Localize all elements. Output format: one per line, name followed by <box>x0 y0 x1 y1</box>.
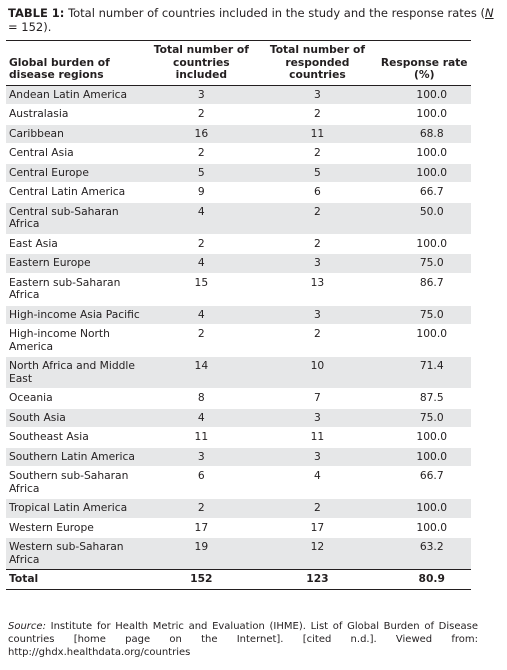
table-row <box>6 357 471 389</box>
cell-responded: 12 <box>257 538 377 570</box>
table-row <box>6 538 471 570</box>
cell-rate: 63.2 <box>377 538 471 570</box>
cell-included: 5 <box>145 163 257 183</box>
cell-included: 4 <box>145 254 257 274</box>
cell-responded: 11 <box>257 124 377 144</box>
cell-rate: 100.0 <box>377 234 471 254</box>
header-rate: Response rate (%) <box>377 41 471 86</box>
cell-rate: 75.0 <box>377 305 471 325</box>
cell-included: 4 <box>145 305 257 325</box>
total-region: Total <box>6 570 145 590</box>
caption-label: TABLE 1: <box>8 6 65 20</box>
table-row <box>6 202 471 234</box>
table-header <box>6 41 471 86</box>
cell-rate: 71.4 <box>377 357 471 389</box>
cell-region: Tropical Latin America <box>6 499 145 519</box>
cell-rate: 100.0 <box>377 447 471 467</box>
cell-rate: 100.0 <box>377 518 471 538</box>
cell-region: Oceania <box>6 389 145 409</box>
cell-region: North Africa and Middle East <box>6 357 145 389</box>
cell-rate: 100.0 <box>377 105 471 125</box>
cell-region: Southern sub-Saharan Africa <box>6 467 145 499</box>
cell-included: 2 <box>145 234 257 254</box>
cell-included: 2 <box>145 105 257 125</box>
table-row <box>6 499 471 519</box>
cell-rate: 100.0 <box>377 499 471 519</box>
cell-rate: 100.0 <box>377 85 471 105</box>
table-caption <box>8 6 500 34</box>
total-included: 152 <box>145 570 257 590</box>
cell-responded: 4 <box>257 467 377 499</box>
cell-rate: 66.7 <box>377 467 471 499</box>
cell-region: High-income Asia Pacific <box>6 305 145 325</box>
cell-region: Southeast Asia <box>6 428 145 448</box>
cell-region: Western sub-Saharan Africa <box>6 538 145 570</box>
caption-text: Total number of countries included in the study and the response rates <box>68 6 477 20</box>
cell-included: 3 <box>145 447 257 467</box>
cell-rate: 66.7 <box>377 183 471 203</box>
table-row <box>6 518 471 538</box>
cell-region: Caribbean <box>6 124 145 144</box>
cell-region: East Asia <box>6 234 145 254</box>
header-region: Global burden of disease regions <box>6 41 145 86</box>
header-row <box>6 41 471 86</box>
table-row <box>6 183 471 203</box>
cell-included: 19 <box>145 538 257 570</box>
table-row <box>6 254 471 274</box>
cell-region: Central Europe <box>6 163 145 183</box>
cell-included: 2 <box>145 499 257 519</box>
header-responded: Total number of responded countries <box>257 41 377 86</box>
table-row <box>6 325 471 357</box>
cell-included: 4 <box>145 202 257 234</box>
cell-responded: 2 <box>257 499 377 519</box>
source-note <box>8 620 478 659</box>
table-row <box>6 389 471 409</box>
cell-region: Eastern Europe <box>6 254 145 274</box>
cell-responded: 13 <box>257 273 377 305</box>
header-included: Total number of countries included <box>145 41 257 86</box>
cell-rate: 100.0 <box>377 325 471 357</box>
cell-responded: 2 <box>257 325 377 357</box>
table-row <box>6 105 471 125</box>
cell-included: 16 <box>145 124 257 144</box>
cell-included: 15 <box>145 273 257 305</box>
cell-rate: 100.0 <box>377 428 471 448</box>
cell-region: Central sub-Saharan Africa <box>6 202 145 234</box>
cell-included: 17 <box>145 518 257 538</box>
table-row <box>6 163 471 183</box>
cell-region: Central Latin America <box>6 183 145 203</box>
cell-rate: 87.5 <box>377 389 471 409</box>
cell-region: South Asia <box>6 408 145 428</box>
caption-n-open: ( <box>480 6 485 20</box>
total-row <box>6 570 471 590</box>
cell-rate: 100.0 <box>377 163 471 183</box>
cell-responded: 3 <box>257 254 377 274</box>
cell-included: 11 <box>145 428 257 448</box>
cell-included: 4 <box>145 408 257 428</box>
cell-rate: 50.0 <box>377 202 471 234</box>
cell-responded: 7 <box>257 389 377 409</box>
response-rates-table <box>6 40 471 590</box>
cell-responded: 2 <box>257 105 377 125</box>
cell-rate: 100.0 <box>377 144 471 164</box>
cell-rate: 86.7 <box>377 273 471 305</box>
cell-included: 2 <box>145 144 257 164</box>
cell-included: 6 <box>145 467 257 499</box>
cell-region: Central Asia <box>6 144 145 164</box>
table-row <box>6 234 471 254</box>
table-row <box>6 447 471 467</box>
table-row <box>6 428 471 448</box>
table-row <box>6 408 471 428</box>
source-label: Source: <box>8 621 46 632</box>
table-body <box>6 85 471 589</box>
cell-region: Southern Latin America <box>6 447 145 467</box>
cell-responded: 2 <box>257 144 377 164</box>
cell-region: Western Europe <box>6 518 145 538</box>
cell-region: Andean Latin America <box>6 85 145 105</box>
total-responded: 123 <box>257 570 377 590</box>
table-row <box>6 85 471 105</box>
caption-n-value: = 152). <box>8 20 52 34</box>
cell-region: Australasia <box>6 105 145 125</box>
total-rate: 80.9 <box>377 570 471 590</box>
table-row <box>6 305 471 325</box>
cell-responded: 6 <box>257 183 377 203</box>
cell-included: 8 <box>145 389 257 409</box>
cell-responded: 17 <box>257 518 377 538</box>
cell-responded: 5 <box>257 163 377 183</box>
table-row <box>6 144 471 164</box>
cell-region: Eastern sub-Saharan Africa <box>6 273 145 305</box>
table-row <box>6 124 471 144</box>
cell-responded: 10 <box>257 357 377 389</box>
cell-responded: 2 <box>257 202 377 234</box>
cell-responded: 3 <box>257 305 377 325</box>
cell-rate: 68.8 <box>377 124 471 144</box>
cell-responded: 11 <box>257 428 377 448</box>
cell-included: 14 <box>145 357 257 389</box>
cell-included: 9 <box>145 183 257 203</box>
source-text: Institute for Health Metric and Evaluation (IHME). List of Global Burden of Disease countries [home page on the Internet]. [cited n.d.]. Viewed from: http://ghdx.healthdata.org/countries <box>8 621 478 658</box>
table-row <box>6 273 471 305</box>
table-row <box>6 467 471 499</box>
cell-rate: 75.0 <box>377 254 471 274</box>
cell-responded: 2 <box>257 234 377 254</box>
cell-included: 2 <box>145 325 257 357</box>
cell-responded: 3 <box>257 447 377 467</box>
cell-included: 3 <box>145 85 257 105</box>
cell-region: High-income North America <box>6 325 145 357</box>
cell-responded: 3 <box>257 85 377 105</box>
caption-n-symbol: N <box>485 6 494 20</box>
cell-responded: 3 <box>257 408 377 428</box>
cell-rate: 75.0 <box>377 408 471 428</box>
